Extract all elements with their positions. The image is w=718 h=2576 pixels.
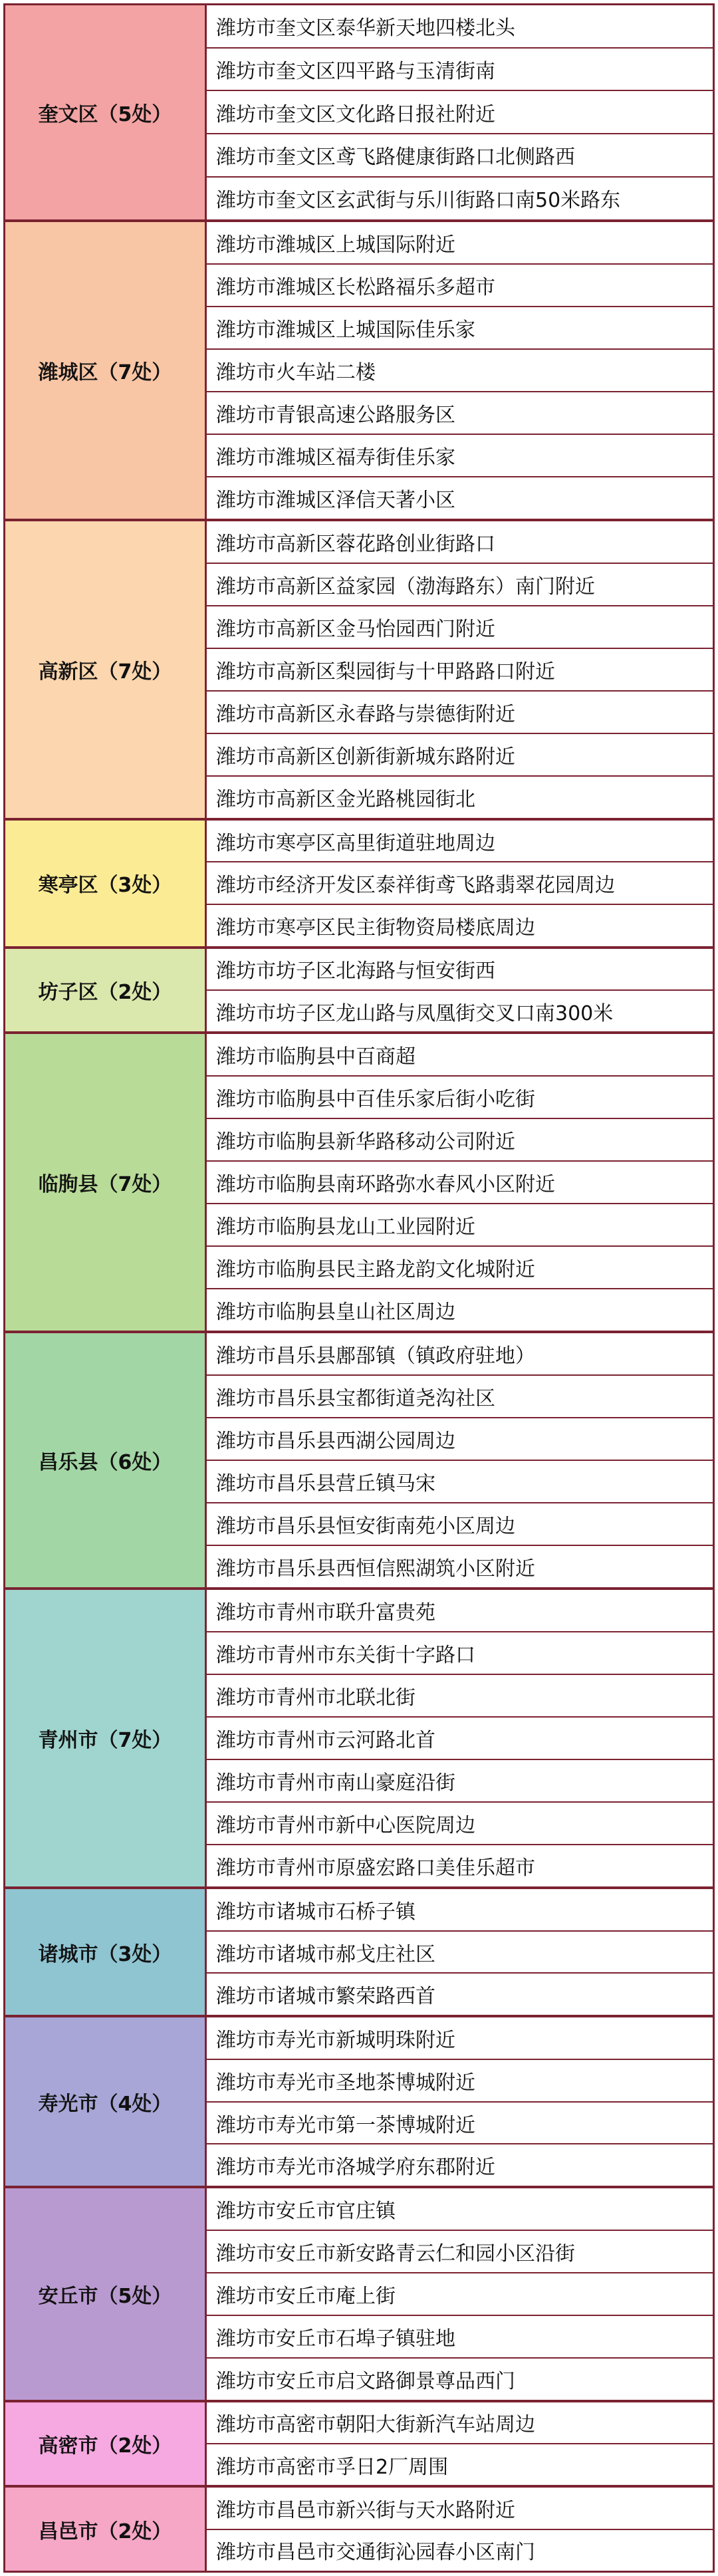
address-row: 潍坊市临朐县皇山社区周边 — [216, 1301, 455, 1325]
address-row: 潍坊市高新区金马怡园西门附近 — [207, 606, 713, 649]
address-row: 潍坊市高新区益家园（渤海路东）南门附近 — [207, 564, 713, 606]
address-row: 潍坊市临朐县中百佳乐家后街小吃街 — [207, 1077, 713, 1119]
address-row: 潍坊市昌邑市新兴街与天水路附近 — [207, 2488, 713, 2529]
district-label: 高密市（2处） — [5, 2402, 207, 2486]
address-row: 潍坊市安丘市庵上街 — [207, 2273, 713, 2316]
address-row: 潍坊市昌乐县宝都街道尧沟社区 — [207, 1376, 713, 1418]
address-list — [207, 1333, 713, 1587]
address-row: 潍坊市高新区创新街新城东路附近 — [207, 734, 713, 777]
address-row: 潍坊市经济开发区泰祥街鸢飞路翡翠花园周边 — [207, 862, 713, 905]
address-row: 潍坊市坊子区北海路与恒安街西 — [207, 949, 713, 991]
district-label: 青州市（7处） — [5, 1590, 207, 1886]
address-row: 潍坊市青州市北联北街 — [207, 1675, 713, 1718]
address-list — [207, 5, 713, 219]
address-row: 潍坊市青州市南山豪庭沿街 — [207, 1760, 713, 1803]
address-row: 潍坊市奎文区鸢飞路健康街路口北侧路西 — [207, 134, 713, 178]
address-row: 潍坊市奎文区泰华新天地四楼北头 — [207, 5, 713, 49]
address-list — [207, 222, 713, 519]
district-label: 潍城区（7处） — [5, 222, 207, 519]
district-label: 寿光市（4处） — [5, 2017, 207, 2186]
address-row: 潍坊市安丘市新安路青云仁和园小区沿街 — [207, 2231, 713, 2273]
address-row: 潍坊市青州市新中心医院周边 — [207, 1803, 713, 1845]
address-list — [207, 521, 713, 818]
address-row: 潍坊市寒亭区高里街道驻地周边 — [207, 821, 713, 863]
district-label: 昌乐县（6处） — [5, 1333, 207, 1587]
address-row: 潍坊市昌乐县营丘镇马宋 — [207, 1461, 713, 1503]
district-label: 诸城市（3处） — [5, 1889, 207, 2015]
address-row: 潍坊市安丘市石埠子镇驻地 — [207, 2316, 713, 2359]
address-row: 潍坊市临朐县中百商超 — [207, 1034, 713, 1077]
district-label: 昌邑市（2处） — [5, 2488, 207, 2571]
district-group — [5, 1886, 713, 2015]
address-row: 潍坊市安丘市启文路御景尊品西门 — [216, 2369, 515, 2393]
address-row: 潍坊市火车站二楼 — [207, 350, 713, 392]
address-list — [207, 2402, 713, 2486]
address-row: 潍坊市青银高速公路服务区 — [207, 392, 713, 435]
address-row: 潍坊市高密市朝阳大街新汽车站周边 — [207, 2402, 713, 2444]
address-row: 潍坊市青州市云河路北首 — [207, 1718, 713, 1760]
address-row: 潍坊市临朐县民主路龙韵文化城附近 — [207, 1247, 713, 1289]
address-row: 潍坊市昌乐县鄌郚镇（镇政府驻地） — [207, 1333, 713, 1376]
address-list — [207, 2188, 713, 2400]
address-row: 潍坊市潍城区福寿街佳乐家 — [207, 435, 713, 477]
address-list — [207, 2488, 713, 2571]
address-row: 潍坊市潍城区上城国际附近 — [207, 222, 713, 265]
address-list — [207, 1590, 713, 1886]
district-label: 临朐县（7处） — [5, 1034, 207, 1331]
address-row: 潍坊市高新区永春路与崇德街附近 — [207, 692, 713, 734]
district-group — [5, 1031, 713, 1331]
address-row: 潍坊市诸城市郝戈庄社区 — [207, 1932, 713, 1974]
address-row: 潍坊市青州市原盛宏路口美佳乐超市 — [216, 1857, 535, 1880]
address-row: 潍坊市寿光市新城明珠附近 — [207, 2017, 713, 2060]
address-row: 潍坊市奎文区玄武街与乐川街路口南50米路东 — [216, 189, 621, 213]
address-row: 潍坊市寿光市圣地茶博城附近 — [207, 2060, 713, 2103]
district-group — [5, 5, 713, 219]
address-row: 潍坊市潍城区泽信天著小区 — [216, 488, 455, 512]
address-row: 潍坊市奎文区文化路日报社附近 — [207, 91, 713, 134]
address-row: 潍坊市诸城市繁荣路西首 — [216, 1985, 435, 2009]
address-row: 潍坊市青州市东关街十字路口 — [207, 1632, 713, 1675]
district-group — [5, 519, 713, 818]
address-row: 潍坊市昌乐县恒安街南苑小区周边 — [207, 1503, 713, 1546]
address-row: 潍坊市高新区金光路桃园街北 — [216, 787, 475, 811]
address-list — [207, 821, 713, 946]
address-row: 潍坊市昌邑市交通街沁园春小区南门 — [216, 2541, 535, 2565]
address-list — [207, 2017, 713, 2186]
district-label: 奎文区（5处） — [5, 5, 207, 219]
address-row: 潍坊市青州市联升富贵苑 — [207, 1590, 713, 1632]
address-row: 潍坊市昌乐县西恒信熙湖筑小区附近 — [216, 1557, 535, 1581]
address-row: 潍坊市诸城市石桥子镇 — [207, 1889, 713, 1932]
address-row: 潍坊市高新区梨园街与十甲路路口附近 — [207, 649, 713, 692]
address-list — [207, 949, 713, 1032]
address-row: 潍坊市临朐县南环路弥水春风小区附近 — [207, 1162, 713, 1204]
address-row: 潍坊市寒亭区民主街物资局楼底周边 — [216, 916, 535, 940]
district-group — [5, 1331, 713, 1587]
district-group — [5, 2186, 713, 2400]
address-row: 潍坊市寿光市第一茶博城附近 — [207, 2103, 713, 2145]
address-row: 潍坊市高密市孚日2厂周围 — [216, 2455, 449, 2479]
address-row: 潍坊市临朐县龙山工业园附近 — [207, 1204, 713, 1247]
district-label: 高新区（7处） — [5, 521, 207, 818]
address-list — [207, 1889, 713, 2015]
address-row: 潍坊市潍城区长松路福乐多超市 — [207, 265, 713, 307]
address-row: 潍坊市昌乐县西湖公园周边 — [207, 1418, 713, 1461]
district-label: 安丘市（5处） — [5, 2188, 207, 2400]
address-row: 潍坊市潍城区上城国际佳乐家 — [207, 307, 713, 350]
district-group — [5, 1587, 713, 1886]
address-row: 潍坊市临朐县新华路移动公司附近 — [207, 1119, 713, 1162]
district-group — [5, 818, 713, 946]
address-row: 潍坊市寿光市洛城学府东郡附近 — [216, 2156, 495, 2180]
address-row: 潍坊市高新区蓉花路创业街路口 — [207, 521, 713, 564]
district-label: 坊子区（2处） — [5, 949, 207, 1032]
district-group — [5, 946, 713, 1032]
district-group — [5, 2485, 713, 2571]
location-table — [3, 3, 715, 2573]
district-group — [5, 2400, 713, 2486]
address-list — [207, 1034, 713, 1331]
district-group — [5, 219, 713, 519]
district-label: 寒亭区（3处） — [5, 821, 207, 946]
address-row: 潍坊市安丘市官庄镇 — [207, 2188, 713, 2231]
district-group — [5, 2015, 713, 2186]
address-row: 潍坊市奎文区四平路与玉清街南 — [207, 49, 713, 92]
address-row: 潍坊市坊子区龙山路与凤凰街交叉口南300米 — [216, 1001, 614, 1025]
